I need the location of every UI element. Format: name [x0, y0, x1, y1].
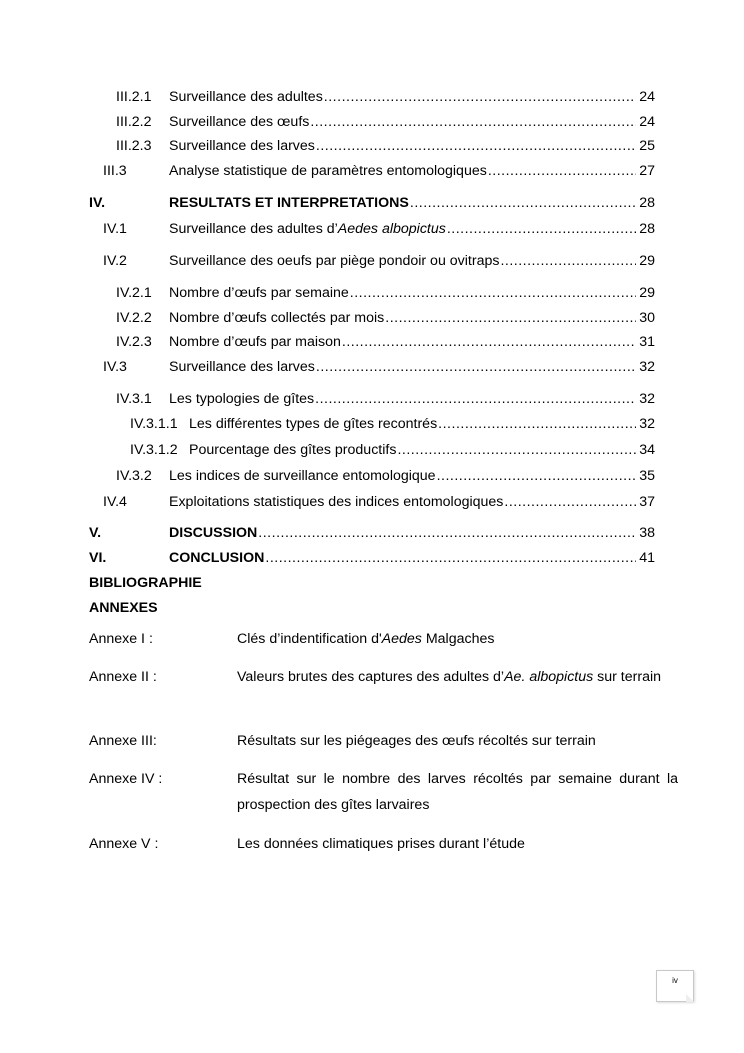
- toc-entry[interactable]: [0, 87, 744, 107]
- toc-entry[interactable]: [0, 136, 744, 156]
- toc-entry[interactable]: [0, 414, 744, 434]
- toc-leader: [258, 523, 636, 543]
- toc-page: 27: [639, 163, 655, 179]
- annex-label: Annexe II :: [89, 669, 157, 685]
- toc-leader: [342, 332, 636, 352]
- toc-page: 37: [639, 494, 655, 510]
- toc-title: Surveillance des oeufs par piège pondoir ou ovitraps: [169, 253, 500, 269]
- annex-label: Annexe III:: [89, 733, 157, 749]
- toc-entry[interactable]: [0, 332, 744, 352]
- toc-number: IV.3: [103, 359, 127, 375]
- toc-number: IV.2.2: [116, 310, 152, 326]
- toc-entry-chapter[interactable]: [0, 548, 744, 568]
- toc-page: 32: [639, 359, 655, 375]
- toc-page: 38: [639, 525, 655, 541]
- toc-number: IV.2: [103, 253, 127, 269]
- toc-entry-chapter[interactable]: [0, 193, 744, 213]
- toc-page: 29: [639, 285, 655, 301]
- toc-entry[interactable]: [0, 308, 744, 328]
- toc-number: IV.3.1.2: [130, 442, 178, 458]
- toc-entry[interactable]: [0, 219, 744, 239]
- toc-entry[interactable]: [0, 466, 744, 486]
- annex-text: Clés d’indentification d'Aedes Malgaches: [237, 631, 495, 647]
- annex-entry[interactable]: [89, 626, 679, 652]
- annex-label: Annexe V :: [89, 836, 159, 852]
- annex-label: Annexe I :: [89, 631, 153, 647]
- toc-title: Pourcentage des gîtes productifs: [189, 442, 397, 458]
- toc-title: Surveillance des larves: [169, 138, 315, 154]
- page-number-box: [656, 970, 694, 1002]
- toc-leader: [397, 440, 636, 460]
- toc-number: III.2.3: [116, 138, 152, 154]
- toc-leader: [315, 389, 636, 409]
- toc-page: 28: [639, 195, 655, 211]
- toc-entry[interactable]: [0, 357, 744, 377]
- toc-number: IV.3.2: [116, 468, 152, 484]
- toc-leader: [265, 548, 636, 568]
- toc-leader: [350, 283, 636, 303]
- toc-page: 31: [639, 334, 655, 350]
- toc-title: Nombre d’œufs collectés par mois: [169, 310, 385, 326]
- annex-label: Annexe IV :: [89, 771, 163, 787]
- toc-number: IV.4: [103, 494, 127, 510]
- toc-leader: [504, 492, 636, 512]
- toc-entry[interactable]: [0, 492, 744, 512]
- toc-title: Analyse statistique de paramètres entomologiques: [169, 163, 487, 179]
- toc-leader: [447, 219, 636, 239]
- toc-title: Les indices de surveillance entomologique: [169, 468, 436, 484]
- toc-page: 32: [639, 391, 655, 407]
- toc-page: 25: [639, 138, 655, 154]
- toc-entry[interactable]: [0, 440, 744, 460]
- toc-number: VI.: [89, 550, 107, 566]
- toc-page: 30: [639, 310, 655, 326]
- toc-number: IV.2.1: [116, 285, 152, 301]
- toc-leader: [385, 308, 636, 328]
- annex-text: Les données climatiques prises durant l’étude: [237, 836, 525, 852]
- toc-page: 35: [639, 468, 655, 484]
- toc-number: IV.3.1.1: [130, 416, 178, 432]
- annex-entry[interactable]: [89, 664, 679, 716]
- annex-entry[interactable]: [89, 728, 679, 754]
- toc-number: IV.: [89, 195, 106, 211]
- toc-title: Les différentes types de gîtes recontrés: [189, 416, 438, 432]
- toc-leader: [488, 161, 636, 181]
- toc-leader: [410, 193, 636, 213]
- toc-page: 28: [639, 221, 655, 237]
- toc-page: 24: [639, 114, 655, 130]
- toc-title: Exploitations statistiques des indices entomologiques: [169, 494, 504, 510]
- toc-leader: [310, 112, 636, 132]
- toc-title: RESULTATS ET INTERPRETATIONS: [169, 195, 409, 211]
- toc-number: IV.1: [103, 221, 127, 237]
- toc-title: Nombre d’œufs par semaine: [169, 285, 349, 301]
- toc-title: Surveillance des adultes d’Aedes albopictus: [169, 221, 446, 237]
- toc-entry[interactable]: [0, 112, 744, 132]
- toc-leader: [324, 87, 636, 107]
- bibliographie-heading[interactable]: BIBLIOGRAPHIE: [89, 575, 202, 591]
- toc-number: III.3: [103, 163, 127, 179]
- annex-text: Résultats sur les piégeages des œufs récoltés sur terrain: [237, 733, 596, 749]
- toc-number: III.2.2: [116, 114, 152, 130]
- toc-title: DISCUSSION: [169, 525, 258, 541]
- toc-entry[interactable]: [0, 251, 744, 271]
- annex-entry[interactable]: [89, 831, 679, 857]
- toc-page: 32: [639, 416, 655, 432]
- annex-entry[interactable]: [89, 766, 679, 818]
- toc-title: Les typologies de gîtes: [169, 391, 315, 407]
- page-number: iv: [672, 976, 678, 985]
- toc-entry[interactable]: [0, 389, 744, 409]
- toc-page: 41: [639, 550, 655, 566]
- toc-title: Surveillance des adultes: [169, 89, 323, 105]
- toc-leader: [316, 357, 636, 377]
- toc-entry-chapter[interactable]: [0, 523, 744, 543]
- annex-text: Valeurs brutes des captures des adultes d’Ae. albopictus sur terrain: [237, 669, 662, 685]
- toc-page: 34: [639, 442, 655, 458]
- toc-number: V.: [89, 525, 102, 541]
- toc-entry[interactable]: [0, 283, 744, 303]
- toc-leader: [316, 136, 636, 156]
- toc-number: IV.2.3: [116, 334, 152, 350]
- toc-title: Surveillance des œufs: [169, 114, 310, 130]
- annex-text: Résultat sur le nombre des larves récoltés par semaine durant la prospection des gîtes larvaires: [237, 771, 678, 813]
- toc-number: III.2.1: [116, 89, 152, 105]
- toc-number: IV.3.1: [116, 391, 152, 407]
- toc-page: 24: [639, 89, 655, 105]
- toc-title: Surveillance des larves: [169, 359, 315, 375]
- toc-leader: [438, 414, 636, 434]
- toc-title: Nombre d’œufs par maison: [169, 334, 341, 350]
- toc-entry[interactable]: [0, 161, 744, 181]
- toc-title: CONCLUSION: [169, 550, 265, 566]
- toc-leader: [437, 466, 637, 486]
- toc-leader: [500, 251, 636, 271]
- toc-page: 29: [639, 253, 655, 269]
- annexes-heading: ANNEXES: [89, 600, 158, 616]
